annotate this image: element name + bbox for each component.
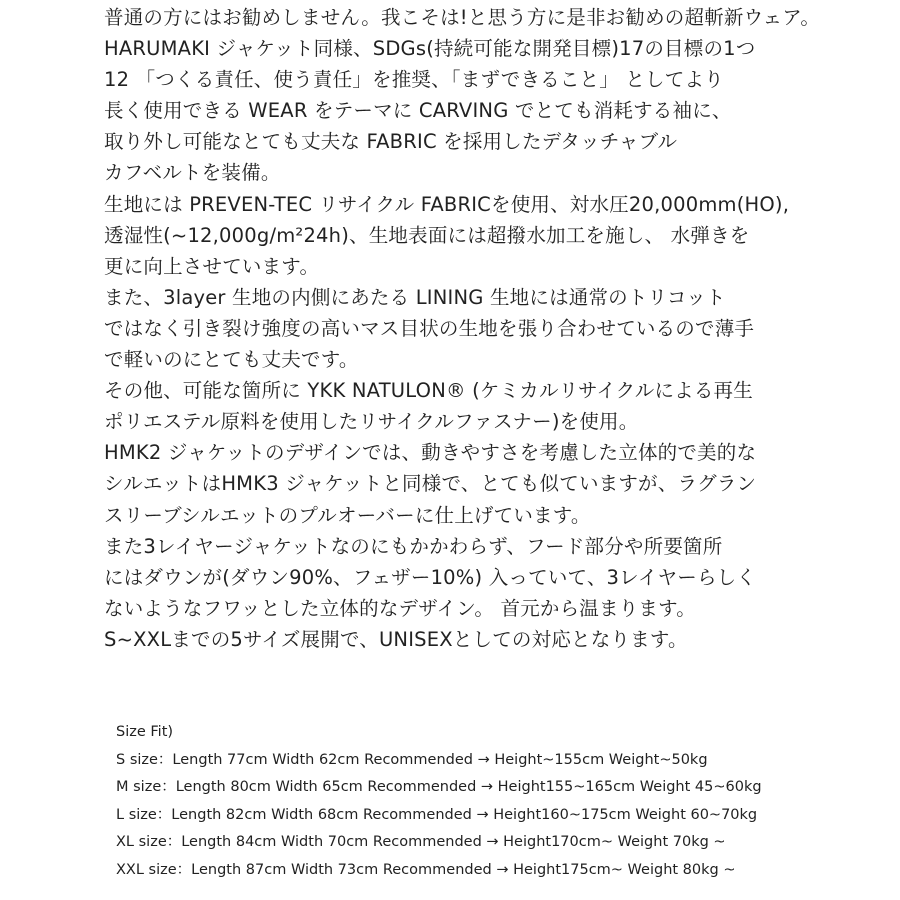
product-description bbox=[104, 2, 884, 655]
size-row-xxl: XXL size：Length 87cm Width 73cm Recommended → Height175cm~ Weight 80kg ~ bbox=[116, 861, 736, 878]
size-fit-table bbox=[116, 719, 876, 884]
description-line: HARUMAKI ジャケット同様、SDGs(持続可能な開発目標)17の目標の1つ bbox=[104, 37, 756, 61]
description-line: また、3layer 生地の内側にあたる LINING 生地には通常のトリコット bbox=[104, 285, 726, 309]
size-row-xl: XL size：Length 84cm Width 70cm Recommended → Height170cm~ Weight 70kg ~ bbox=[116, 834, 726, 850]
size-row-l: L size：Length 82cm Width 68cm Recommended → Height160~175cm Weight 60~70kg bbox=[116, 806, 758, 823]
description-line: S~XXLまでの5サイズ展開で、UNISEXとしての対応となります。 bbox=[104, 627, 688, 651]
description-line: シルエットはHMK3 ジャケットと同様で、とても似ていますが、ラグラン bbox=[104, 472, 757, 496]
description-line: で軽いのにとても丈夫です。 bbox=[104, 348, 359, 372]
description-line: 普通の方にはお勧めしません。我こそは!と思う方に是非お勧めの超斬新ウェア。 bbox=[104, 6, 821, 29]
description-line: 透湿性(~12,000g/m²24h)、生地表面には超撥水加工を施し、 水弾きを bbox=[104, 223, 750, 247]
description-line: にはダウンが(ダウン90%、フェザー10%) 入っていて、3レイヤーらしく bbox=[104, 565, 757, 589]
description-line: その他、可能な箇所に YKK NATULON® (ケミカルリサイクルによる再生 bbox=[104, 379, 753, 403]
description-line: 12 「つくる責任、使う責任」を推奨、「まずできること」 としてより bbox=[104, 68, 724, 92]
description-line: また3レイヤージャケットなのにもかかわらず、フード部分や所要箇所 bbox=[104, 534, 723, 558]
description-line: 取り外し可能なとても丈夫な FABRIC を採用したデタッチャブル bbox=[104, 130, 678, 154]
description-line: ポリエステル原料を使用したリサイクルファスナー)を使用。 bbox=[104, 410, 639, 434]
size-fit-heading: Size Fit) bbox=[116, 724, 174, 740]
size-row-m: M size：Length 80cm Width 65cm Recommended → Height155~165cm Weight 45~60kg bbox=[116, 779, 762, 795]
description-line: 更に向上させています。 bbox=[104, 254, 320, 278]
size-row-s: S size：Length 77cm Width 62cm Recommended → Height~155cm Weight~50kg bbox=[116, 751, 708, 768]
description-line: 生地には PREVEN-TEC リサイクル FABRICを使用、対水圧20,000mm(HO), bbox=[104, 192, 790, 216]
description-line: HMK2 ジャケットのデザインでは、動きやすさを考慮した立体的で美的な bbox=[104, 441, 757, 465]
description-line: 長く使用できる WEAR をテーマに CARVING でとても消耗する袖に、 bbox=[104, 99, 732, 123]
description-line: カフベルトを装備。 bbox=[104, 161, 281, 185]
description-line: ではなく引き裂け強度の高いマス目状の生地を張り合わせているので薄手 bbox=[104, 316, 755, 340]
description-line: スリーブシルエットのプルオーバーに仕上げています。 bbox=[104, 503, 591, 527]
description-line: ないようなフワッとした立体的なデザイン。 首元から温まります。 bbox=[104, 596, 696, 620]
